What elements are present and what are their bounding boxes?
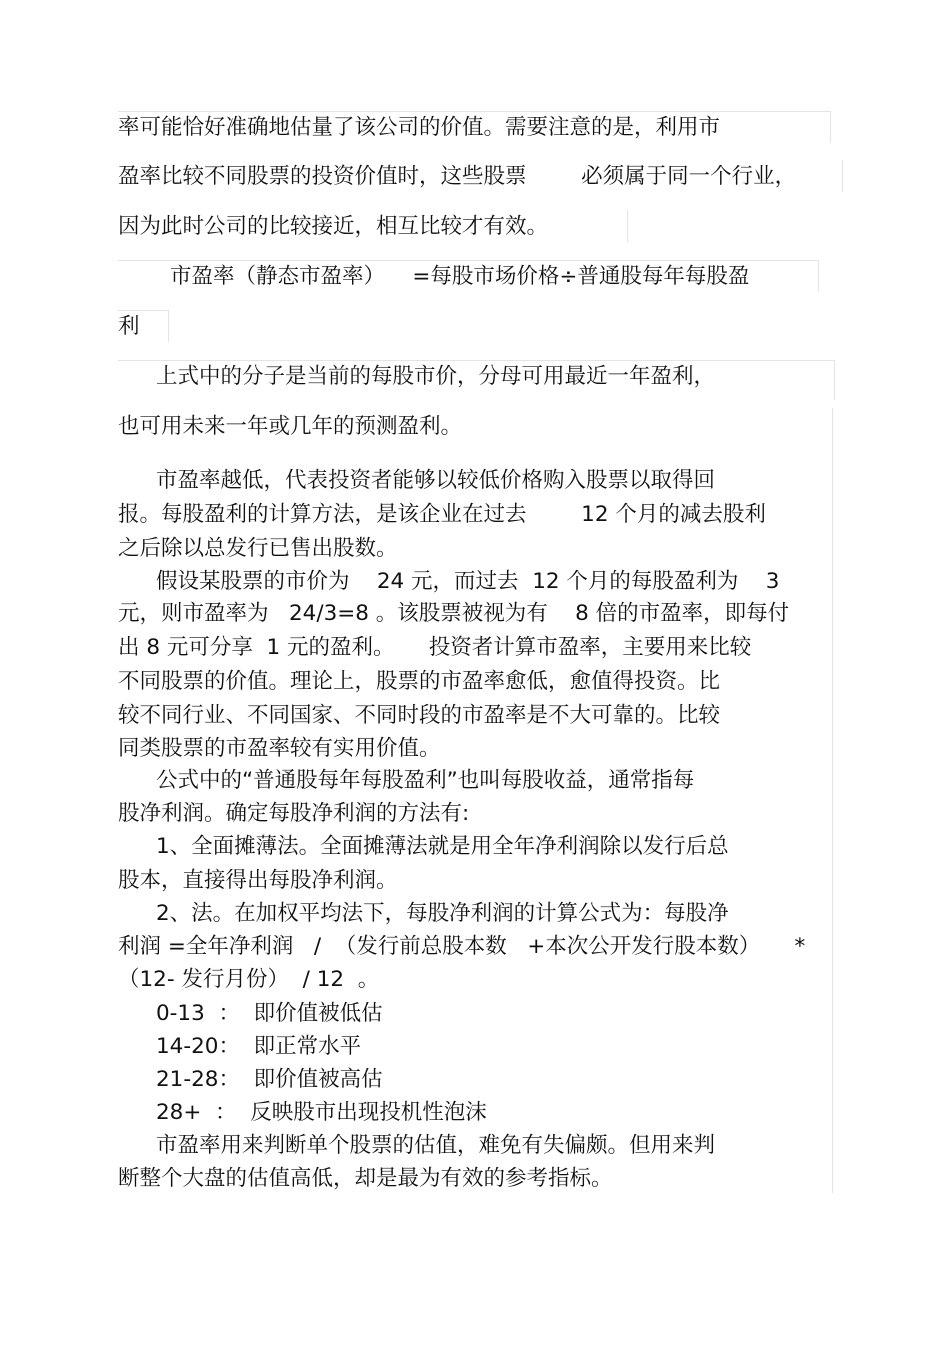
text-line: 假设某股票的市价为 24 元，而过去 12 个月的每股盈利为 3: [156, 569, 780, 594]
formula-line: （12- 发行月份） / 12 。: [118, 967, 380, 992]
text-line: 股本，直接得出每股净利润。: [118, 868, 398, 893]
cell-border: [118, 310, 168, 311]
text-line: 率可能恰好准确地估量了该公司的价值。需要注意的是，利用市: [118, 115, 721, 140]
cell-border: [627, 210, 628, 242]
cell-border: [818, 260, 819, 292]
text-line: 市盈率用来判断单个股票的估值，难免有失偏颇。但用来判: [156, 1133, 716, 1158]
text-line: 2、法。在加权平均法下，每股净利润的计算公式为：每股净: [156, 901, 729, 926]
text-line: 报。每股盈利的计算方法，是该企业在过去 12 个月的减去股利: [118, 502, 766, 527]
text-line: 不同股票的价值。理论上，股票的市盈率愈低，愈值得投资。比: [118, 669, 721, 694]
formula-line: 利润 =全年净利润 / （发行前总股本数 +本次公开发行股本数） *: [118, 934, 806, 959]
text-line: 盈率比较不同股票的投资价值时，这些股票 必须属于同一个行业，: [118, 164, 797, 189]
cell-border: [830, 111, 831, 143]
formula-line: 市盈率（静态市盈率） =每股市场价格÷普通股每年每股盈: [170, 264, 750, 289]
cell-border: [842, 160, 843, 192]
text-line: 上式中的分子是当前的每股市价，分母可用最近一年盈利，: [156, 364, 716, 389]
cell-border: [168, 310, 169, 342]
text-line: 股净利润。确定每股净利润的方法有:: [118, 801, 470, 826]
text-line: 公式中的“普通股每年每股盈利”也叫每股收益，通常指每: [156, 768, 695, 793]
cell-border: [834, 360, 835, 400]
range-item: 21-28： 即价值被高估: [156, 1067, 383, 1092]
text-line: 出 8 元可分享 1 元的盈利。 投资者计算市盈率，主要用来比较: [118, 635, 752, 660]
text-line: 较不同行业、不同国家、不同时段的市盈率是不大可靠的。比较: [118, 703, 721, 728]
text-line: 元，则市盈率为 24/3=8 。该股票被视为有 8 倍的市盈率，即每付: [118, 601, 790, 626]
cell-border: [118, 360, 834, 361]
cell-border: [118, 260, 818, 261]
text-line: 断整个大盘的估值高低，却是最为有效的参考指标。: [118, 1166, 613, 1191]
range-item: 28+ ： 反映股市出现投机性泡沫: [156, 1100, 487, 1125]
range-item: 0-13 ： 即价值被低估: [156, 1001, 383, 1026]
text-line: 同类股票的市盈率较有实用价值。: [118, 736, 441, 761]
text-line: 因为此时公司的比较接近，相互比较才有效。: [118, 214, 549, 239]
cell-border: [118, 111, 830, 112]
text-line: 利: [118, 314, 140, 339]
cell-border: [832, 408, 833, 1193]
text-line: 之后除以总发行已售出股数。: [118, 536, 398, 561]
text-line: 也可用未来一年或几年的预测盈利。: [118, 414, 463, 439]
range-item: 14-20： 即正常水平: [156, 1034, 362, 1059]
text-line: 市盈率越低，代表投资者能够以较低价格购入股票以取得回: [156, 468, 716, 493]
text-line: 1、全面摊薄法。全面摊薄法就是用全年净利润除以发行后总: [156, 834, 729, 859]
